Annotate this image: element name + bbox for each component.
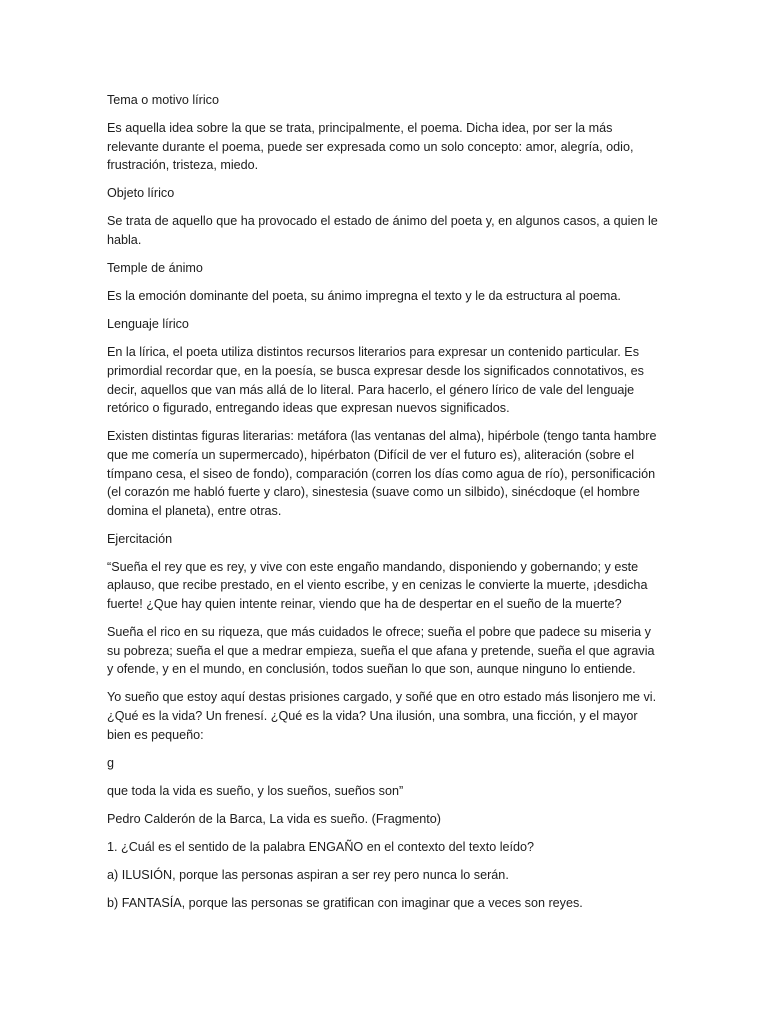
heading-lenguaje-lirico: Lenguaje lírico [107,317,189,332]
heading-temple-de-animo: Temple de ánimo [107,261,203,276]
paragraph-temple-definicion: Es la emoción dominante del poeta, su ánimo impregna el texto y le da estructura al poema. [107,289,621,304]
document-body [107,91,662,922]
answer-option-a: a) ILUSIÓN, porque las personas aspiran a ser rey pero nunca lo serán. [107,868,509,883]
paragraph-lenguaje-definicion: En la lírica, el poeta utiliza distintos recursos literarios para expresar un contenido particular. Es primordial recordar que, en la poesía, se busca expresar desde los significados connotativos, es decir, aquellos que van más allá de lo literal. Para hacerlo, el género lírico de vale del lenguaje retórico o figurado, entregando ideas que expresan nuevos significados. [107,345,644,416]
paragraph-figuras-literarias: Existen distintas figuras literarias: metáfora (las ventanas del alma), hipérbole (tengo tanta hambre que me comería un supermercado), hipérbaton (Difícil de ver el futuro es), aliteración (sobre el tímpano cesa, el siseo de fondo), comparación (corren los días como agua de río), personificación (el corazón me habló fuerte y claro), sinestesia (suave como un silbido), sinécdoque (el hombre domina el planeta), entre otras. [107,429,657,518]
poem-stanza-2: Sueña el rico en su riqueza, que más cuidados le ofrece; sueña el pobre que padece su miseria y su pobreza; sueña el que a medrar empieza, sueña el que afana y pretende, sueña el que agravia y ofende, y en el mundo, en conclusión, todos sueñan lo que son, aunque ninguno lo entiende. [107,625,655,677]
poem-stanza-1: “Sueña el rey que es rey, y vive con este engaño mandando, disponiendo y gobernando; y este aplauso, que recibe prestado, en el viento escribe, y en cenizas le convierte la muerte, ¡desdicha fuerte! ¿Que hay quien intente reinar, viendo que ha de despertar en el sueño de la muerte? [107,559,648,612]
heading-objeto-lirico: Objeto lírico [107,186,175,201]
answer-option-b: b) FANTASÍA, porque las personas se gratifican con imaginar que a veces son reyes. [107,896,583,911]
paragraph-tema-definicion: Es aquella idea sobre la que se trata, principalmente, el poema. Dicha idea, por ser la más relevante durante el poema, puede ser expresada como un solo concepto: amor, alegría, odio, frustración, tristeza, miedo. [107,121,634,173]
heading-tema-motivo-lirico: Tema o motivo lírico [107,93,219,107]
stray-character: g [107,755,115,770]
poem-attribution: Pedro Calderón de la Barca, La vida es sueño. (Fragmento) [107,811,441,826]
heading-ejercitacion: Ejercitación [107,531,173,546]
poem-stanza-3: Yo sueño que estoy aquí destas prisiones cargado, y soñé que en otro estado más lisonjero me vi. ¿Qué es la vida? Un frenesí. ¿Qué es la vida? Una ilusión, una sombra, una ficción, y el mayor bien es pequeño: [107,690,657,742]
poem-closing-line: que toda la vida es sueño, y los sueños, sueños son” [107,783,404,798]
question-1: 1. ¿Cuál es el sentido de la palabra ENGAÑO en el contexto del texto leído? [107,840,535,854]
paragraph-objeto-definicion: Se trata de aquello que ha provocado el estado de ánimo del poeta y, en algunos casos, a quien le habla. [107,214,658,248]
